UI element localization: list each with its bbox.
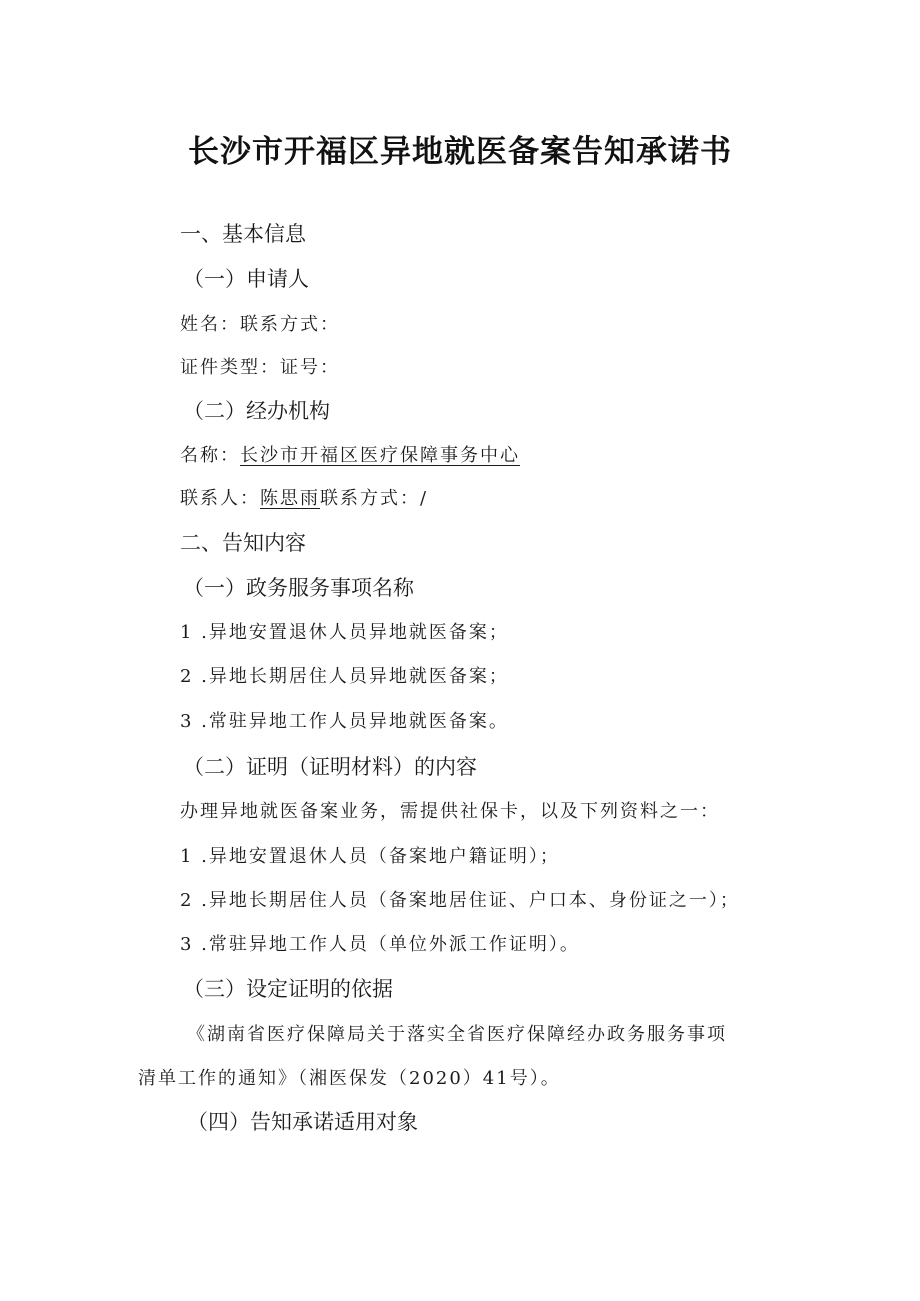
proof-item: 3 .常驻异地工作人员（单位外派工作证明）。 xyxy=(180,934,580,955)
subheading-applicable-scope: （四）告知承诺适用对象 xyxy=(187,1110,418,1134)
agency-contact-person-value: 陈思雨 xyxy=(260,488,320,509)
subheading-basis: （三）设定证明的依据 xyxy=(183,977,393,1001)
subheading-proof-content: （二）证明（证明材料）的内容 xyxy=(183,755,477,779)
basis-text-line-1: 《湖南省医疗保障局关于落实全省医疗保障经办政务服务事项 xyxy=(187,1024,727,1045)
applicant-name-label: 姓名： xyxy=(180,314,240,335)
basis-text-line-2: 清单工作的通知》（湘医保发（2020）41号）。 xyxy=(138,1068,561,1089)
service-item: 3 .常驻异地工作人员异地就医备案。 xyxy=(180,711,509,732)
service-item: 1 .异地安置退休人员异地就医备案； xyxy=(180,622,509,643)
agency-name-label: 名称： xyxy=(180,445,240,466)
proof-item: 1 .异地安置退休人员（备案地户籍证明）； xyxy=(180,846,560,867)
applicant-idno-label: 证号： xyxy=(280,357,340,378)
agency-name-value: 长沙市开福区医疗保障事务中心 xyxy=(240,445,520,466)
proof-item: 2 .异地长期居住人员（备案地居住证、户口本、身份证之一）； xyxy=(180,890,740,911)
service-item: 2 .异地长期居住人员异地就医备案； xyxy=(180,666,509,687)
agency-contact-person-label: 联系人： xyxy=(180,488,260,509)
subheading-agency: （二）经办机构 xyxy=(183,399,330,423)
applicant-idtype-label: 证件类型： xyxy=(180,357,280,378)
agency-contact-value: / xyxy=(420,488,429,509)
applicant-id-line xyxy=(180,353,340,379)
agency-name-line xyxy=(180,441,520,467)
applicant-contact-label: 联系方式： xyxy=(240,314,340,335)
section-heading-basic-info: 一、基本信息 xyxy=(180,222,306,246)
document-title: 长沙市开福区异地就医备案告知承诺书 xyxy=(188,134,732,170)
subheading-applicant: （一）申请人 xyxy=(183,267,309,291)
agency-contact-label: 联系方式： xyxy=(320,488,420,509)
agency-contact-line xyxy=(180,484,428,510)
applicant-name-contact-line xyxy=(180,310,340,336)
proof-intro: 办理异地就医备案业务，需提供社保卡，以及下列资料之一： xyxy=(180,801,720,822)
section-heading-notice-content: 二、告知内容 xyxy=(180,531,306,555)
subheading-service-items: （一）政务服务事项名称 xyxy=(183,576,414,600)
